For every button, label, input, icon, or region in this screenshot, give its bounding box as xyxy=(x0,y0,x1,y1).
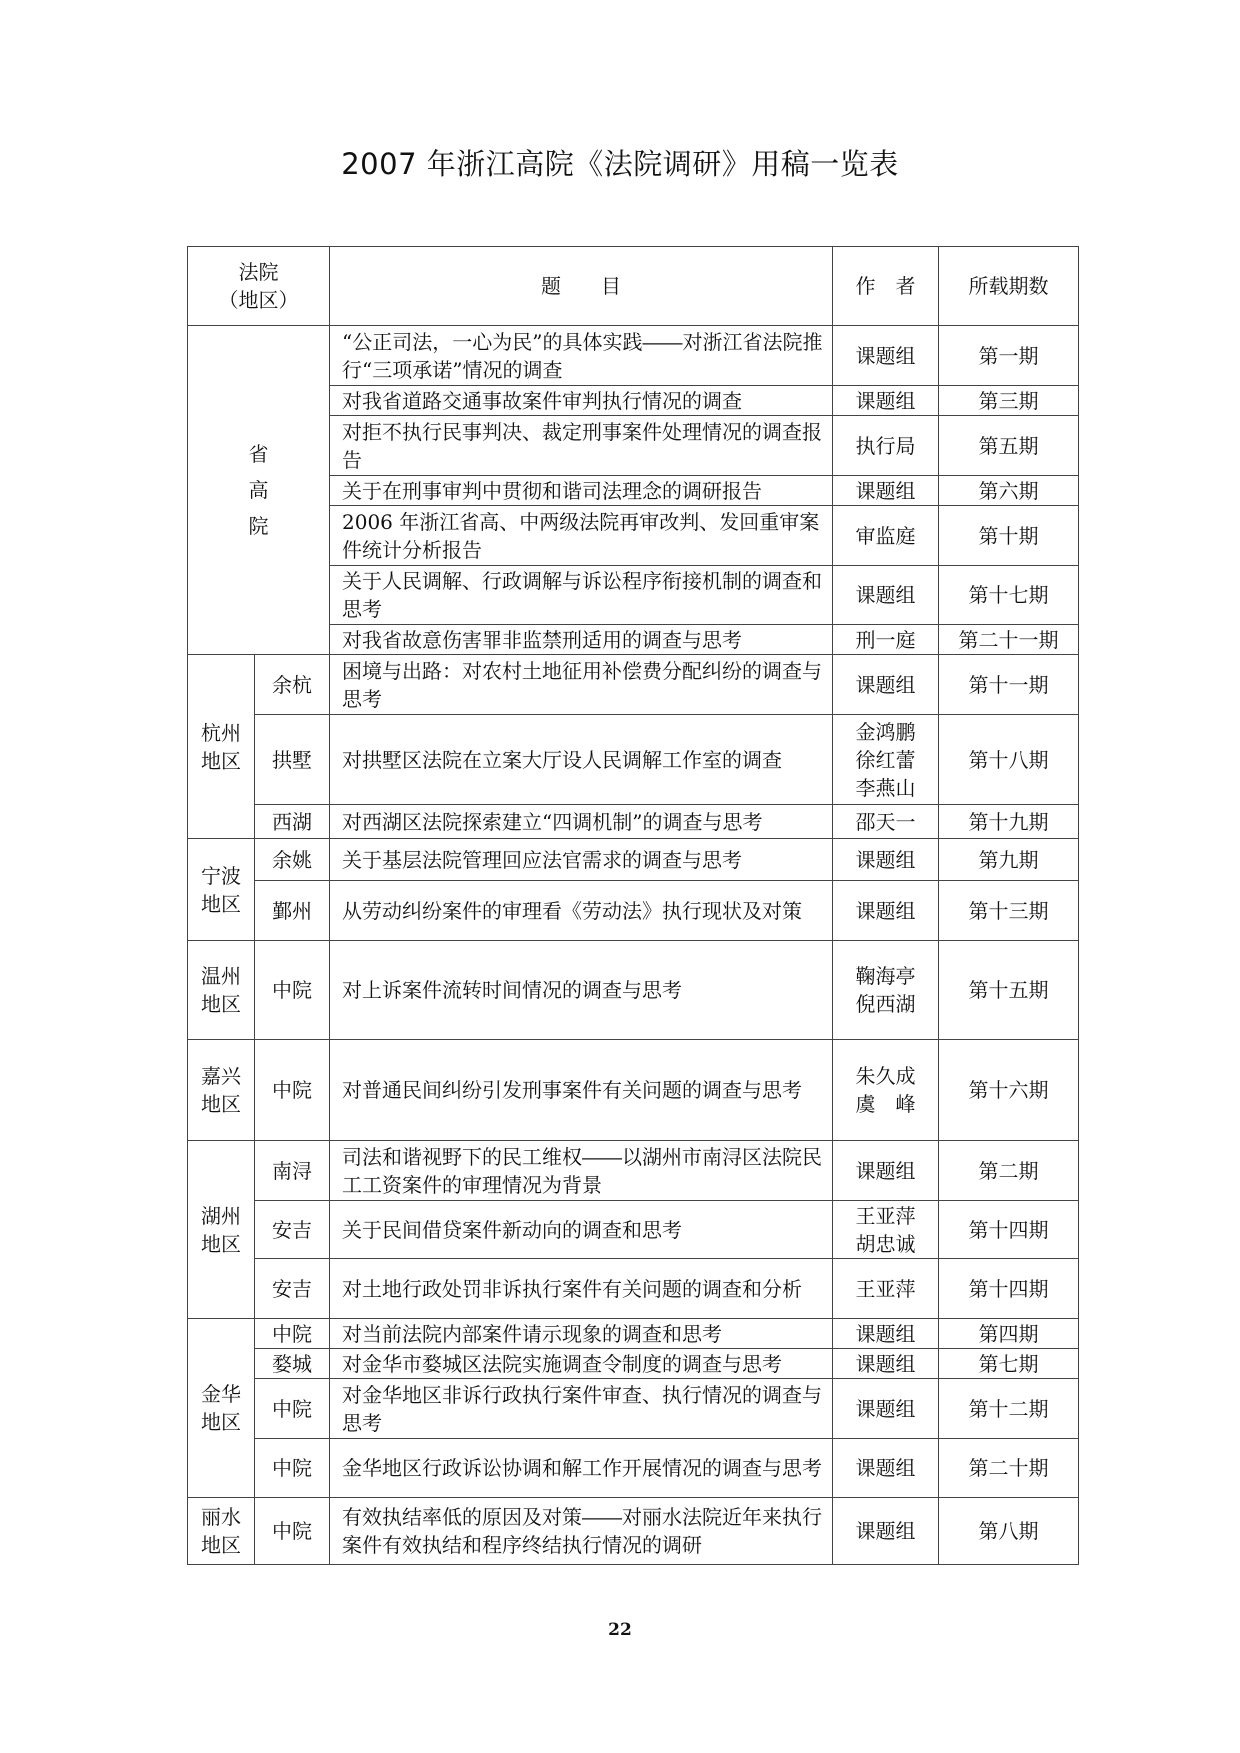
issue-cell: 第六期 xyxy=(939,476,1079,506)
topic-cell: 对金华市婺城区法院实施调查令制度的调查与思考 xyxy=(330,1349,833,1379)
author-cell: 课题组 xyxy=(833,881,939,941)
table-row xyxy=(188,1498,1079,1565)
table-row xyxy=(188,1439,1079,1498)
court-cell: 中院 xyxy=(255,1439,330,1498)
region-ningbo xyxy=(188,839,255,941)
author-cell: 课题组 xyxy=(833,1141,939,1201)
document-title: 2007 年浙江高院《法院调研》用稿一览表 xyxy=(341,147,899,181)
issue-cell: 第五期 xyxy=(939,416,1079,476)
table-row xyxy=(188,326,1079,386)
region-label: 省高院 xyxy=(248,442,269,538)
issue-cell: 第一期 xyxy=(939,326,1079,386)
issue-cell: 第十六期 xyxy=(939,1040,1079,1141)
topic-cell: 对普通民间纠纷引发刑事案件有关问题的调查与思考 xyxy=(330,1040,833,1141)
header-court-line2: （地区） xyxy=(218,288,299,312)
author-cell: 课题组 xyxy=(833,655,939,715)
topic-cell: 关于民间借贷案件新动向的调查和思考 xyxy=(330,1201,833,1259)
topic-cell: 对当前法院内部案件请示现象的调查和思考 xyxy=(330,1319,833,1349)
table-row xyxy=(188,881,1079,941)
court-cell: 安吉 xyxy=(255,1201,330,1259)
court-cell: 婺城 xyxy=(255,1349,330,1379)
topic-cell: 困境与出路：对农村土地征用补偿费分配纠纷的调查与思考 xyxy=(330,655,833,715)
author-cell: 鞠海亭 倪西湖 xyxy=(833,941,939,1040)
topic-cell: 从劳动纠纷案件的审理看《劳动法》执行现状及对策 xyxy=(330,881,833,941)
region-provincial xyxy=(188,326,330,655)
header-topic: 题 目 xyxy=(330,247,833,326)
region-lishui xyxy=(188,1498,255,1565)
issue-cell: 第二十一期 xyxy=(939,625,1079,655)
author-cell: 课题组 xyxy=(833,476,939,506)
topic-cell: 关于人民调解、行政调解与诉讼程序衔接机制的调查和思考 xyxy=(330,566,833,625)
issue-cell: 第十四期 xyxy=(939,1259,1079,1319)
author-cell: 执行局 xyxy=(833,416,939,476)
author-cell: 课题组 xyxy=(833,1439,939,1498)
author-cell: 金鸿鹏 徐红蕾 李燕山 xyxy=(833,715,939,805)
court-cell: 鄞州 xyxy=(255,881,330,941)
author-cell: 刑一庭 xyxy=(833,625,939,655)
issue-cell: 第十一期 xyxy=(939,655,1079,715)
court-cell: 拱墅 xyxy=(255,715,330,805)
table-row xyxy=(188,1040,1079,1141)
table-row xyxy=(188,1349,1079,1379)
author-cell: 课题组 xyxy=(833,1319,939,1349)
table-row xyxy=(188,1319,1079,1349)
topic-cell: 对我省道路交通事故案件审判执行情况的调查 xyxy=(330,386,833,416)
author-cell: 邵天一 xyxy=(833,805,939,839)
court-cell: 余姚 xyxy=(255,839,330,881)
topic-cell: 关于基层法院管理回应法官需求的调查与思考 xyxy=(330,839,833,881)
issue-cell: 第三期 xyxy=(939,386,1079,416)
court-cell: 中院 xyxy=(255,941,330,1040)
table-row xyxy=(188,655,1079,715)
court-cell: 南浔 xyxy=(255,1141,330,1201)
header-issue: 所载期数 xyxy=(939,247,1079,326)
court-cell: 安吉 xyxy=(255,1259,330,1319)
court-cell: 中院 xyxy=(255,1379,330,1439)
court-cell: 中院 xyxy=(255,1319,330,1349)
author-cell: 课题组 xyxy=(833,566,939,625)
table-row xyxy=(188,805,1079,839)
issue-cell: 第二期 xyxy=(939,1141,1079,1201)
author-cell: 朱久成 虞 峰 xyxy=(833,1040,939,1141)
table-row xyxy=(188,715,1079,805)
region-jinhua xyxy=(188,1319,255,1498)
author-cell: 审监庭 xyxy=(833,506,939,566)
court-cell: 余杭 xyxy=(255,655,330,715)
region-wenzhou xyxy=(188,941,255,1040)
topic-cell: 对上诉案件流转时间情况的调查与思考 xyxy=(330,941,833,1040)
topic-cell: 2006 年浙江省高、中两级法院再审改判、发回重审案件统计分析报告 xyxy=(330,506,833,566)
region-label: 湖州地区 xyxy=(201,1203,241,1256)
topic-cell: 对我省故意伤害罪非监禁刑适用的调查与思考 xyxy=(330,625,833,655)
table-header-row xyxy=(188,247,1079,326)
region-label: 嘉兴地区 xyxy=(201,1064,241,1116)
region-hangzhou xyxy=(188,655,255,839)
issue-cell: 第二十期 xyxy=(939,1439,1079,1498)
table-row xyxy=(188,941,1079,1040)
topic-cell: 对拒不执行民事判决、裁定刑事案件处理情况的调查报告 xyxy=(330,416,833,476)
issue-cell: 第八期 xyxy=(939,1498,1079,1565)
table-row xyxy=(188,1259,1079,1319)
issue-cell: 第十五期 xyxy=(939,941,1079,1040)
topic-cell: 对金华地区非诉行政执行案件审查、执行情况的调查与思考 xyxy=(330,1379,833,1439)
issue-cell: 第十三期 xyxy=(939,881,1079,941)
header-court-line1: 法院 xyxy=(238,260,279,284)
issue-cell: 第十九期 xyxy=(939,805,1079,839)
issue-cell: 第十八期 xyxy=(939,715,1079,805)
topic-cell: 对拱墅区法院在立案大厅设人民调解工作室的调查 xyxy=(330,715,833,805)
author-cell: 课题组 xyxy=(833,1349,939,1379)
table-row xyxy=(188,1201,1079,1259)
issue-cell: 第四期 xyxy=(939,1319,1079,1349)
region-label: 温州地区 xyxy=(201,964,241,1016)
header-court xyxy=(188,247,330,326)
author-cell: 课题组 xyxy=(833,1379,939,1439)
topic-cell: 金华地区行政诉讼协调和解工作开展情况的调查与思考 xyxy=(330,1439,833,1498)
header-author: 作 者 xyxy=(833,247,939,326)
author-cell: 课题组 xyxy=(833,386,939,416)
region-huzhou xyxy=(188,1141,255,1319)
issue-cell: 第十四期 xyxy=(939,1201,1079,1259)
author-cell: 课题组 xyxy=(833,839,939,881)
author-cell: 王亚萍 胡忠诚 xyxy=(833,1201,939,1259)
issue-cell: 第十七期 xyxy=(939,566,1079,625)
region-jiaxing xyxy=(188,1040,255,1141)
table-row xyxy=(188,839,1079,881)
issue-cell: 第七期 xyxy=(939,1349,1079,1379)
author-cell: 王亚萍 xyxy=(833,1259,939,1319)
region-label: 金华地区 xyxy=(201,1382,241,1434)
table-row xyxy=(188,1141,1079,1201)
region-label: 杭州地区 xyxy=(201,720,241,773)
topic-cell: 对土地行政处罚非诉执行案件有关问题的调查和分析 xyxy=(330,1259,833,1319)
topic-cell: 司法和谐视野下的民工维权――以湖州市南浔区法院民工工资案件的审理情况为背景 xyxy=(330,1141,833,1201)
page-number: 22 xyxy=(608,1620,632,1640)
table-row xyxy=(188,1379,1079,1439)
issue-cell: 第九期 xyxy=(939,839,1079,881)
issue-cell: 第十期 xyxy=(939,506,1079,566)
author-cell: 课题组 xyxy=(833,326,939,386)
region-label: 丽水地区 xyxy=(201,1505,241,1557)
court-cell: 西湖 xyxy=(255,805,330,839)
region-label: 宁波地区 xyxy=(201,863,241,916)
court-cell: 中院 xyxy=(255,1040,330,1141)
court-cell: 中院 xyxy=(255,1498,330,1565)
author-cell: 课题组 xyxy=(833,1498,939,1565)
topic-cell: “公正司法，一心为民”的具体实践――对浙江省法院推行“三项承诺”情况的调查 xyxy=(330,326,833,386)
topic-cell: 关于在刑事审判中贯彻和谐司法理念的调研报告 xyxy=(330,476,833,506)
articles-table xyxy=(187,246,1079,1565)
topic-cell: 有效执结率低的原因及对策――对丽水法院近年来执行案件有效执结和程序终结执行情况的调研 xyxy=(330,1498,833,1565)
issue-cell: 第十二期 xyxy=(939,1379,1079,1439)
topic-cell: 对西湖区法院探索建立“四调机制”的调查与思考 xyxy=(330,805,833,839)
